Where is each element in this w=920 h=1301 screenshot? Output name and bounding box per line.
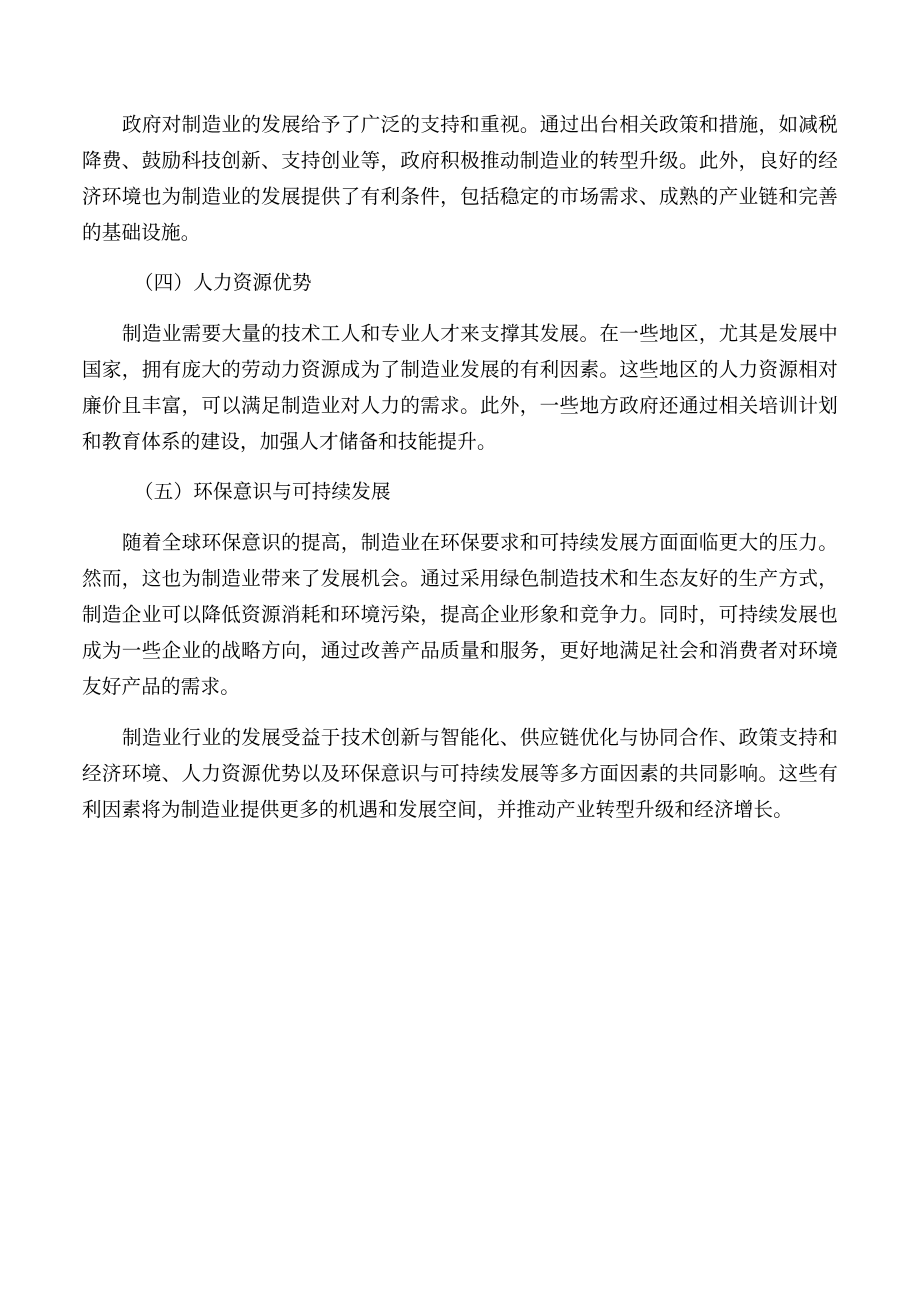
section-heading-human-resources: （四）人力资源优势 [134, 271, 312, 294]
section-heading-environmental-awareness: （五）环保意识与可持续发展 [134, 480, 391, 503]
paragraph-policy-support: 政府对制造业的发展给予了广泛的支持和重视。通过出台相关政策和措施，如减税降费、鼓励科技创新、支持创业等，政府积极推动制造业的转型升级。此外，良好的经济环境也为制造业的发展提供了有利条件，包括稳定的市场需求、成熟的产业链和完善的基础设施。 [82, 113, 838, 244]
paragraph-environmental-awareness: 随着全球环保意识的提高，制造业在环保要求和可持续发展方面面临更大的压力。然而，这也为制造业带来了发展机会。通过采用绿色制造技术和生态友好的生产方式，制造企业可以降低资源消耗和环境污染，提高企业形象和竞争力。同时，可持续发展也成为一些企业的战略方向，通过改善产品质量和服务，更好地满足社会和消费者对环境友好产品的需求。 [82, 531, 838, 698]
paragraph-human-resources: 制造业需要大量的技术工人和专业人才来支撑其发展。在一些地区，尤其是发展中国家，拥有庞大的劳动力资源成为了制造业发展的有利因素。这些地区的人力资源相对廉价且丰富，可以满足制造业对人力的需求。此外，一些地方政府还通过相关培训计划和教育体系的建设，加强人才储备和技能提升。 [82, 322, 838, 453]
document-body [82, 107, 838, 828]
paragraph-summary: 制造业行业的发展受益于技术创新与智能化、供应链优化与协同合作、政策支持和经济环境、人力资源优势以及环保意识与可持续发展等多方面因素的共同影响。这些有利因素将为制造业提供更多的机遇和发展空间，并推动产业转型升级和经济增长。 [82, 726, 838, 821]
